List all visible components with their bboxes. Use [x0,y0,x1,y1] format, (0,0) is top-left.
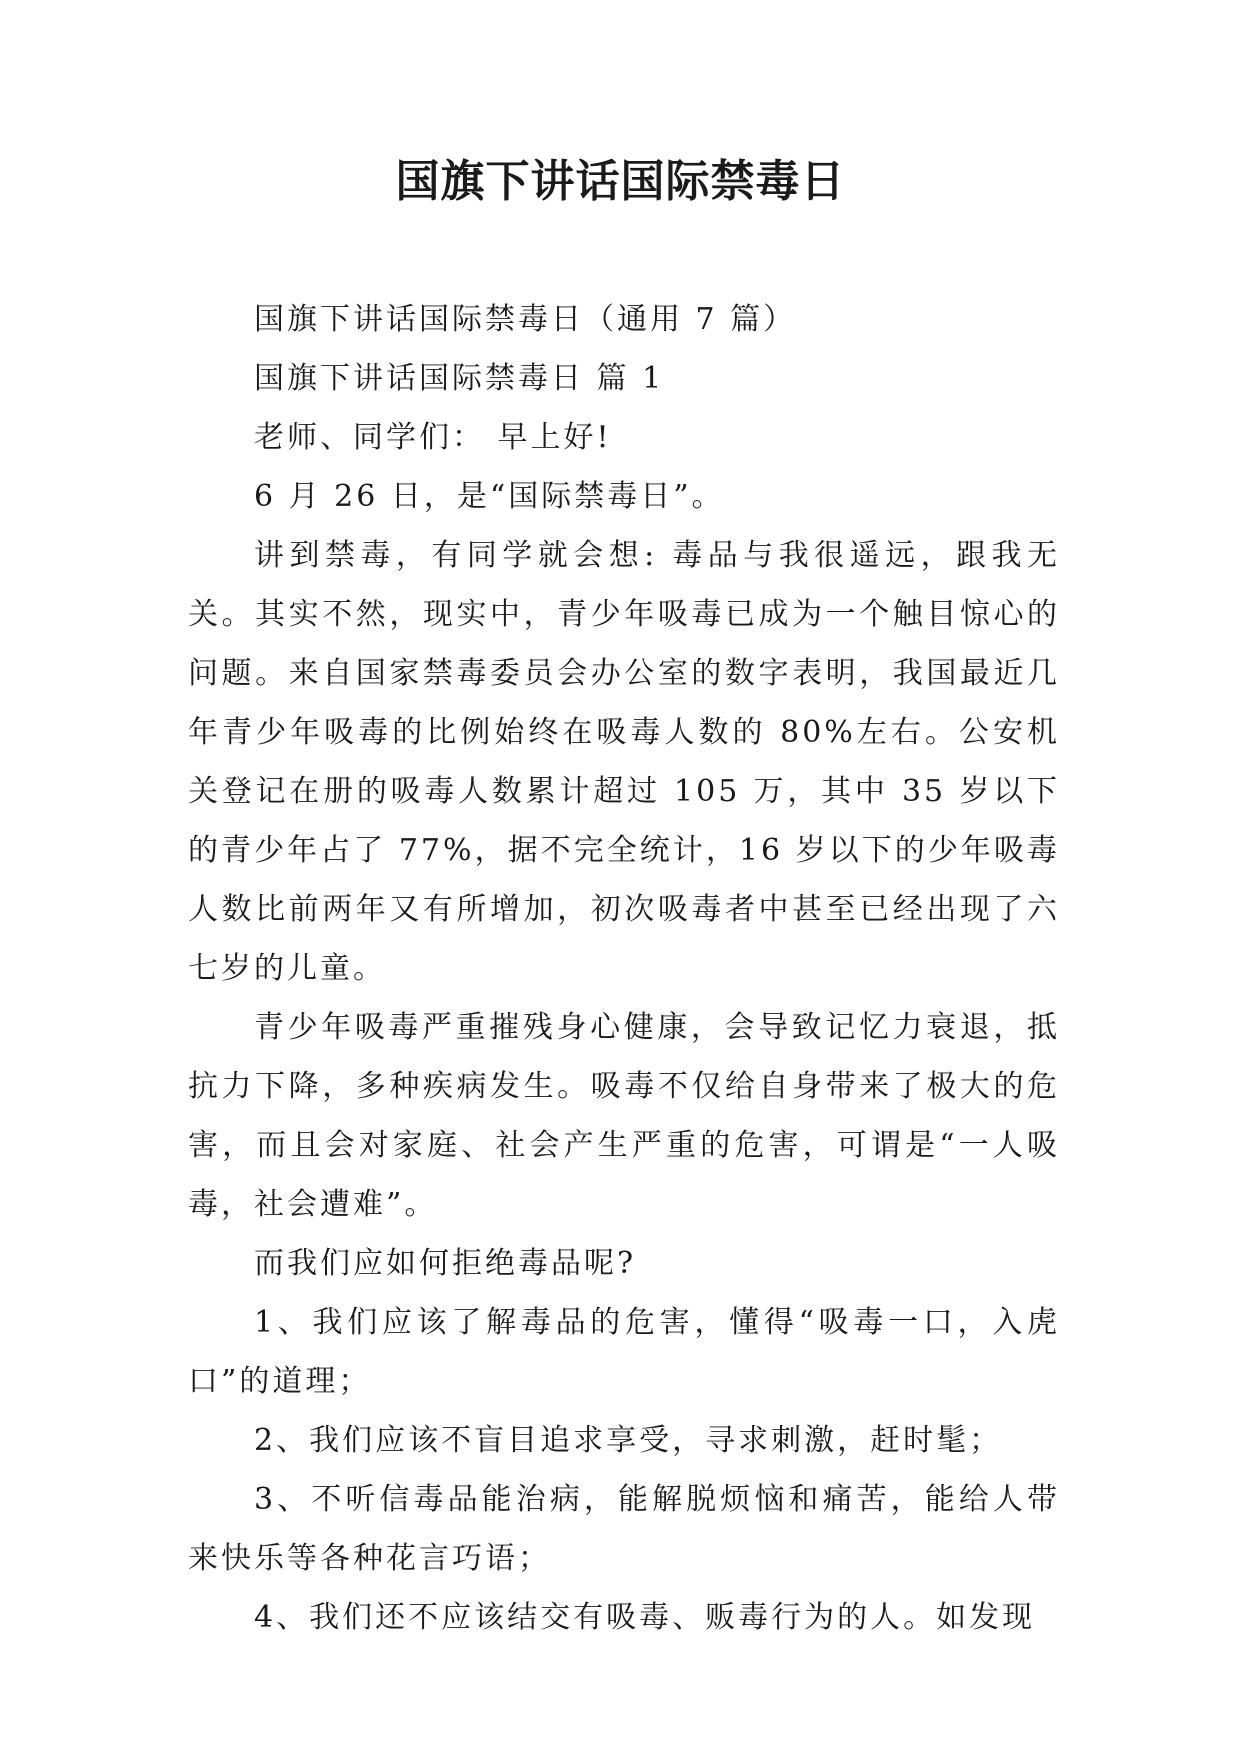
paragraph-point-1: 1、我们应该了解毒品的危害，懂得“吸毒一口，入虎口”的道理； [188,1305,1060,1399]
document-title: 国旗下讲话国际禁毒日 [395,156,846,207]
paragraph-date: 6 月 26 日，是“国际禁毒日”。 [254,479,725,514]
paragraph-point-2: 2、我们应该不盲目追求享受，寻求刺激，赶时髦； [254,1423,1003,1458]
paragraph-question: 而我们应如何拒绝毒品呢? [254,1246,637,1281]
paragraph-point-3: 3、不听信毒品能治病，能解脱烦恼和痛苦，能给人带来快乐等各种花言巧语； [188,1482,1060,1576]
paragraph-harm: 青少年吸毒严重摧残身心健康，会导致记忆力衰退，抵抗力下降，多种疾病发生。吸毒不仅给自身带来了极大的危害，而且会对家庭、社会产生严重的危害，可谓是“一人吸毒，社会遭难”。 [188,1010,1060,1222]
paragraph-point-4: 4、我们还不应该结交有吸毒、贩毒行为的人。如发现 [254,1600,1036,1635]
paragraph-subtitle: 国旗下讲话国际禁毒日（通用 7 篇） [254,302,797,337]
paragraph-greeting: 老师、同学们： 早上好! [254,420,612,455]
paragraph-section-heading: 国旗下讲话国际禁毒日 篇 1 [254,361,665,396]
document-body [188,290,1060,1647]
paragraph-statistics: 讲到禁毒，有同学就会想: 毒品与我很遥远，跟我无关。其实不然，现实中，青少年吸毒已成为一个触目惊心的问题。来自国家禁毒委员会办公室的数字表明，我国最近几年青少年吸毒的比例始终在吸毒人数的 80%左右。公安机关登记在册的吸毒人数累计超过 105 万，其中 35 岁以下的青少年占了 77%，据不完全统计，16 岁以下的少年吸毒人数比前两年又有所增加，初次吸毒者中甚至已经出现了六七岁的儿童。 [188,538,1060,986]
